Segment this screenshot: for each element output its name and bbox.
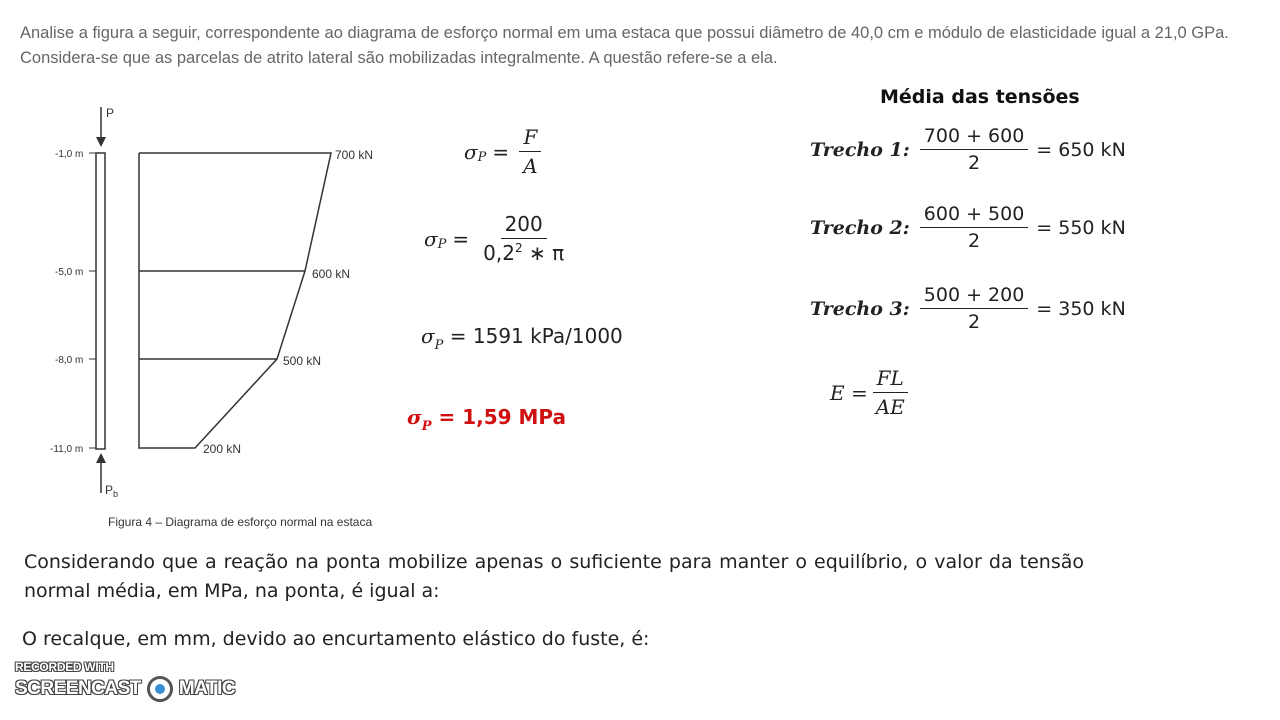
equation-elastic-modulus: E = $\frac{FL}{AE}$ xyxy=(830,366,913,419)
force-label: 500 kN xyxy=(283,354,322,368)
load-label-bottom: $P_b$ xyxy=(105,483,119,499)
depth-label: -8,0 m xyxy=(55,355,84,366)
force-label: 200 kN xyxy=(203,442,242,456)
depth-label: -5,0 m xyxy=(55,267,84,278)
equation-stress-definition: σ P = $\frac{F}{A}$ xyxy=(464,125,546,178)
question-2: O recalque, em mm, devido ao encurtamento elástico do fuste, é: xyxy=(22,628,650,650)
intro-paragraph: Analise a figura a seguir, correspondente ao diagrama de esforço normal em uma estaca que possui diâmetro de 40,0 cm e módulo de elasticidade igual a 21,0 GPa. Considera-se que as parcelas de atrito lateral são mobilizadas integralmente. A questão refere-se a ela. xyxy=(20,24,1229,67)
figure-caption: Figura 4 – Diagrama de esforço normal na estaca xyxy=(108,515,373,529)
normal-force-diagram xyxy=(0,95,420,515)
trecho-2: Trecho 2: $\frac{600 + 500}{2}$ = 550 kN xyxy=(810,203,1126,252)
trecho-3: Trecho 3: $\frac{500 + 200}{2}$ = 350 kN xyxy=(810,284,1126,333)
screencast-watermark xyxy=(15,660,235,702)
depth-label: -11,0 m xyxy=(50,444,84,455)
question-1: Considerando que a reação na ponta mobilize apenas o suficiente para manter o equilíbrio, o valor da tensão normal média, em MPa, na ponta, é igual a: xyxy=(24,551,1084,602)
pile xyxy=(96,153,105,449)
load-label-top: P xyxy=(106,106,115,120)
force-label: 700 kN xyxy=(335,148,374,162)
watermark-left-text: SCREENCAST xyxy=(15,678,141,699)
equation-stress-substitution: σ P = $\frac{200}{0,2^2 ∗ \pi}$ xyxy=(424,212,565,265)
trecho-1: Trecho 1: $\frac{700 + 600}{2}$ = 650 kN xyxy=(810,125,1126,174)
depth-label: -1,0 m xyxy=(55,149,84,160)
force-label: 600 kN xyxy=(312,267,351,281)
watermark-top-text: RECORDED WITH xyxy=(15,660,114,674)
screencast-logo-icon xyxy=(147,676,173,702)
mean-stress-title: Média das tensões xyxy=(880,86,1080,108)
equation-stress-kpa: $\sigma_P = 1591$ kPa/1000 xyxy=(421,324,623,353)
force-profile xyxy=(139,153,331,448)
watermark-right-text: MATIC xyxy=(178,678,236,699)
equation-stress-result: $\sigma_P = 1,59$ MPa xyxy=(407,405,567,434)
